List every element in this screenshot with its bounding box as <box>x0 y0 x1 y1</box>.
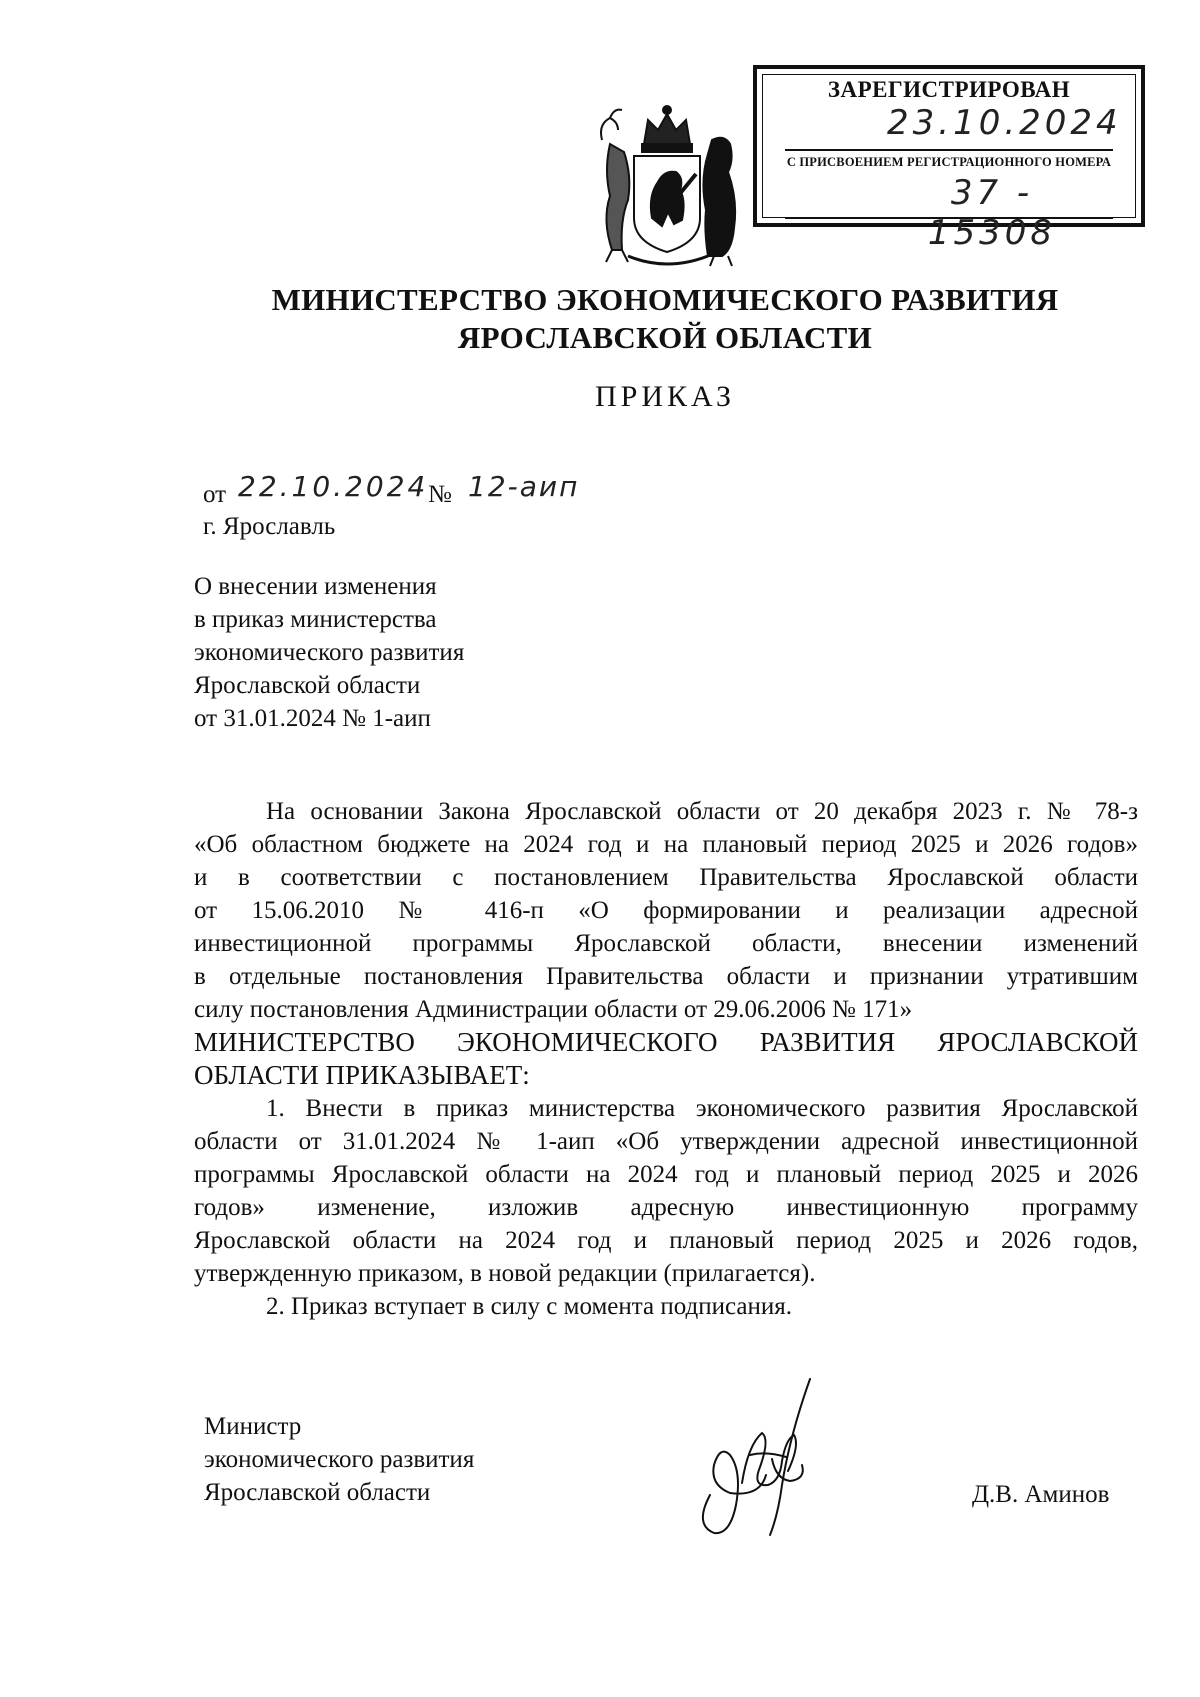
item1-line: программы Ярославской области на 2024 год и плановый период 2025 и 2026 <box>194 1161 1138 1188</box>
signatory-position <box>204 1410 474 1509</box>
stamp-number: 37 - 15308 <box>927 173 1057 253</box>
preamble-line: в отдельные постановления Правительства области и признании утратившим <box>194 963 1138 990</box>
item1-line: области от 31.01.2024 № 1-аип «Об утверждении адресной инвестиционной <box>194 1128 1138 1155</box>
ministry-name-line1: МИНИСТЕРСТВО ЭКОНОМИЧЕСКОГО РАЗВИТИЯ <box>271 282 1059 317</box>
position-line: Министр <box>204 1413 302 1440</box>
subject-line: в приказ министерства <box>194 606 437 633</box>
item1-line: утвержденную приказом, в новой редакции (прилагается). <box>194 1260 816 1287</box>
date-prefix: от <box>203 481 227 508</box>
stamp-number-line <box>785 217 1113 219</box>
subject-line: экономического развития <box>194 639 465 666</box>
number-sign: № <box>428 481 452 508</box>
preamble-line: инвестиционной программы Ярославской области, внесении изменений <box>194 930 1138 957</box>
document-body <box>194 795 1138 1323</box>
registration-stamp <box>753 65 1145 253</box>
stamp-title: ЗАРЕГИСТРИРОВАН <box>827 77 1071 102</box>
subject-line: от 31.01.2024 № 1-аип <box>194 705 431 732</box>
subject-block <box>194 570 594 735</box>
preamble-line: «Об областном бюджете на 2024 год и на плановый период 2025 и 2026 годов» <box>194 831 1138 858</box>
city: г. Ярославль <box>203 513 336 540</box>
ministry-name-line2: ЯРОСЛАВСКОЙ ОБЛАСТИ <box>457 320 873 355</box>
coat-of-arms-emblem <box>588 100 746 268</box>
document-type: ПРИКАЗ <box>595 380 735 413</box>
signatory-name: Д.В. Аминов <box>972 1481 1110 1508</box>
item1-line: годов» изменение, изложив адресную инвестиционную программу <box>194 1194 1138 1221</box>
handwritten-signature <box>690 1375 820 1545</box>
preamble-line: силу постановления Администрации области от 29.06.2006 № 171» <box>194 996 913 1023</box>
item1-line: 1. Внести в приказ министерства экономического развития Ярославской <box>266 1095 1138 1122</box>
stamp-date: 23.10.2024 <box>887 103 1122 143</box>
order-date: 22.10.2024 <box>238 470 429 503</box>
order-clause-line1: МИНИСТЕРСТВО ЭКОНОМИЧЕСКОГО РАЗВИТИЯ ЯРОСЛАВСКОЙ <box>194 1027 1138 1057</box>
stamp-subtitle: С ПРИСВОЕНИЕМ РЕГИСТРАЦИОННОГО НОМЕРА <box>786 155 1112 169</box>
preamble-line: На основании Закона Ярославской области от 20 декабря 2023 г. № 78-з <box>266 798 1138 825</box>
position-line: экономического развития <box>204 1446 475 1473</box>
preamble-line: и в соответствии с постановлением Правительства Ярославской области <box>194 864 1138 891</box>
preamble-line: от 15.06.2010 № 416-п «О формировании и реализации адресной <box>194 897 1138 924</box>
item2-line: 2. Приказ вступает в силу с момента подписания. <box>266 1293 792 1320</box>
position-line: Ярославской области <box>204 1479 431 1506</box>
order-clause-line2: ОБЛАСТИ ПРИКАЗЫВАЕТ: <box>194 1060 530 1090</box>
subject-line: О внесении изменения <box>194 573 437 600</box>
item1-line: Ярославской области на 2024 год и плановый период 2025 и 2026 годов, <box>194 1227 1138 1254</box>
stamp-date-line <box>785 149 1113 151</box>
order-number: 12-аип <box>468 470 580 503</box>
subject-line: Ярославской области <box>194 672 421 699</box>
